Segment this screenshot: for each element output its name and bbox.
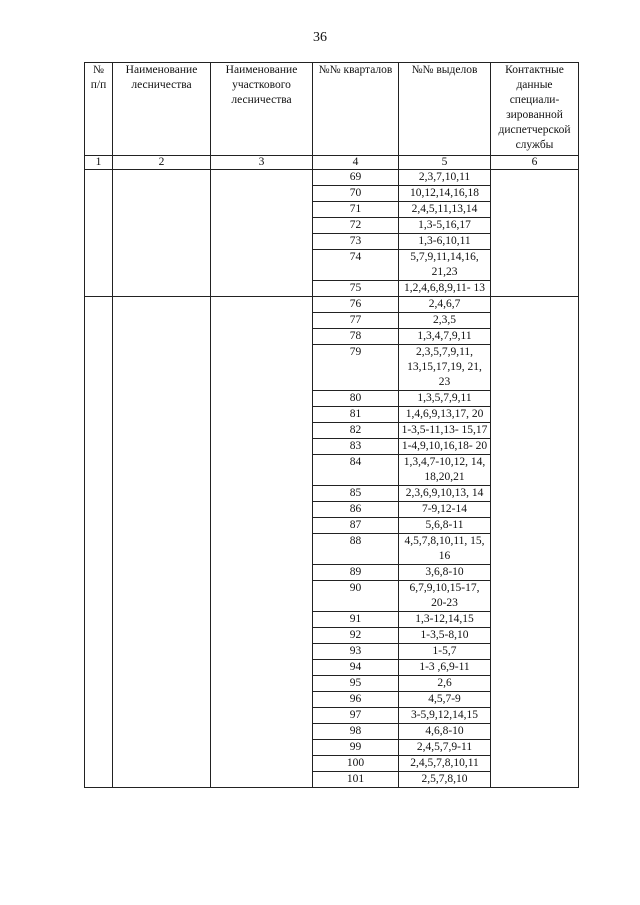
vydely-cell: 3,6,8-10 (399, 565, 491, 581)
vydely-cell: 1,4,6,9,13,17, 20 (399, 407, 491, 423)
kvartal-cell: 71 (313, 202, 399, 218)
kvartal-cell: 78 (313, 329, 399, 345)
vydely-cell: 2,3,7,10,11 (399, 170, 491, 186)
vydely-cell: 6,7,9,10,15-17, 20-23 (399, 581, 491, 612)
group-district-forestry-cell (211, 297, 313, 788)
header-number-2: 2 (113, 156, 211, 170)
vydely-cell: 1,2,4,6,8,9,11- 13 (399, 281, 491, 297)
vydely-cell: 1-3,5-11,13- 15,17 (399, 423, 491, 439)
group-index-cell (85, 170, 113, 297)
kvartal-cell: 84 (313, 455, 399, 486)
vydely-cell: 1-3 ,6,9-11 (399, 660, 491, 676)
kvartal-cell: 79 (313, 345, 399, 391)
vydely-cell: 10,12,14,16,18 (399, 186, 491, 202)
vydely-cell: 1,3-5,16,17 (399, 218, 491, 234)
header-district-forestry: Наименование участкового лесничества (211, 63, 313, 156)
vydely-cell: 1,3-12,14,15 (399, 612, 491, 628)
vydely-cell: 4,6,8-10 (399, 724, 491, 740)
vydely-cell: 2,3,5,7,9,11, 13,15,17,19, 21, 23 (399, 345, 491, 391)
vydely-cell: 5,6,8-11 (399, 518, 491, 534)
kvartal-cell: 83 (313, 439, 399, 455)
vydely-cell: 1,3,4,7-10,12, 14, 18,20,21 (399, 455, 491, 486)
table-row (85, 297, 579, 313)
kvartal-cell: 82 (313, 423, 399, 439)
kvartal-cell: 92 (313, 628, 399, 644)
kvartal-cell: 88 (313, 534, 399, 565)
vydely-cell: 1-3,5-8,10 (399, 628, 491, 644)
vydely-cell: 2,5,7,8,10 (399, 772, 491, 788)
kvartal-cell: 91 (313, 612, 399, 628)
vydely-cell: 1-4,9,10,16,18- 20 (399, 439, 491, 455)
page-number: 36 (313, 30, 327, 45)
header-number-4: 4 (313, 156, 399, 170)
group-contacts-cell (491, 170, 579, 297)
vydely-cell: 1,3,4,7,9,11 (399, 329, 491, 345)
kvartal-cell: 86 (313, 502, 399, 518)
kvartal-cell: 98 (313, 724, 399, 740)
group-forestry-cell (113, 170, 211, 297)
vydely-cell: 5,7,9,11,14,16, 21,23 (399, 250, 491, 281)
kvartal-cell: 75 (313, 281, 399, 297)
header-forestry: Наименование лесничества (113, 63, 211, 156)
group-forestry-cell (113, 297, 211, 788)
header-number-6: 6 (491, 156, 579, 170)
group-district-forestry-cell (211, 170, 313, 297)
kvartal-cell: 93 (313, 644, 399, 660)
kvartal-cell: 89 (313, 565, 399, 581)
vydely-cell: 2,6 (399, 676, 491, 692)
kvartal-cell: 69 (313, 170, 399, 186)
kvartal-cell: 96 (313, 692, 399, 708)
header-contacts: Контактные данные специали-зированной диспетчерской службы (491, 63, 579, 156)
vydely-cell: 2,4,6,7 (399, 297, 491, 313)
kvartal-cell: 87 (313, 518, 399, 534)
header-number-1: 1 (85, 156, 113, 170)
group-index-cell (85, 297, 113, 788)
kvartal-cell: 94 (313, 660, 399, 676)
table-body (85, 170, 579, 788)
kvartal-cell: 72 (313, 218, 399, 234)
kvartal-cell: 77 (313, 313, 399, 329)
kvartal-cell: 90 (313, 581, 399, 612)
kvartal-cell: 73 (313, 234, 399, 250)
kvartal-cell: 97 (313, 708, 399, 724)
vydely-cell: 7-9,12-14 (399, 502, 491, 518)
vydely-cell: 4,5,7,8,10,11, 15, 16 (399, 534, 491, 565)
header-kvartaly: №№ кварталов (313, 63, 399, 156)
kvartal-cell: 74 (313, 250, 399, 281)
kvartal-cell: 100 (313, 756, 399, 772)
group-contacts-cell (491, 297, 579, 788)
vydely-cell: 1-5,7 (399, 644, 491, 660)
kvartal-cell: 85 (313, 486, 399, 502)
kvartal-cell: 101 (313, 772, 399, 788)
vydely-cell: 2,4,5,7,9-11 (399, 740, 491, 756)
vydely-cell: 2,4,5,7,8,10,11 (399, 756, 491, 772)
forestry-table (84, 62, 579, 788)
vydely-cell: 2,3,5 (399, 313, 491, 329)
header-number-3: 3 (211, 156, 313, 170)
header-number-5: 5 (399, 156, 491, 170)
kvartal-cell: 95 (313, 676, 399, 692)
kvartal-cell: 76 (313, 297, 399, 313)
kvartal-cell: 99 (313, 740, 399, 756)
header-index: № п/п (85, 63, 113, 156)
kvartal-cell: 80 (313, 391, 399, 407)
kvartal-cell: 70 (313, 186, 399, 202)
vydely-cell: 1,3-6,10,11 (399, 234, 491, 250)
vydely-cell: 3-5,9,12,14,15 (399, 708, 491, 724)
table-row (85, 170, 579, 186)
vydely-cell: 4,5,7-9 (399, 692, 491, 708)
kvartal-cell: 81 (313, 407, 399, 423)
table-header (85, 63, 579, 170)
vydely-cell: 2,4,5,11,13,14 (399, 202, 491, 218)
vydely-cell: 1,3,5,7,9,11 (399, 391, 491, 407)
header-vydely: №№ выделов (399, 63, 491, 156)
vydely-cell: 2,3,6,9,10,13, 14 (399, 486, 491, 502)
